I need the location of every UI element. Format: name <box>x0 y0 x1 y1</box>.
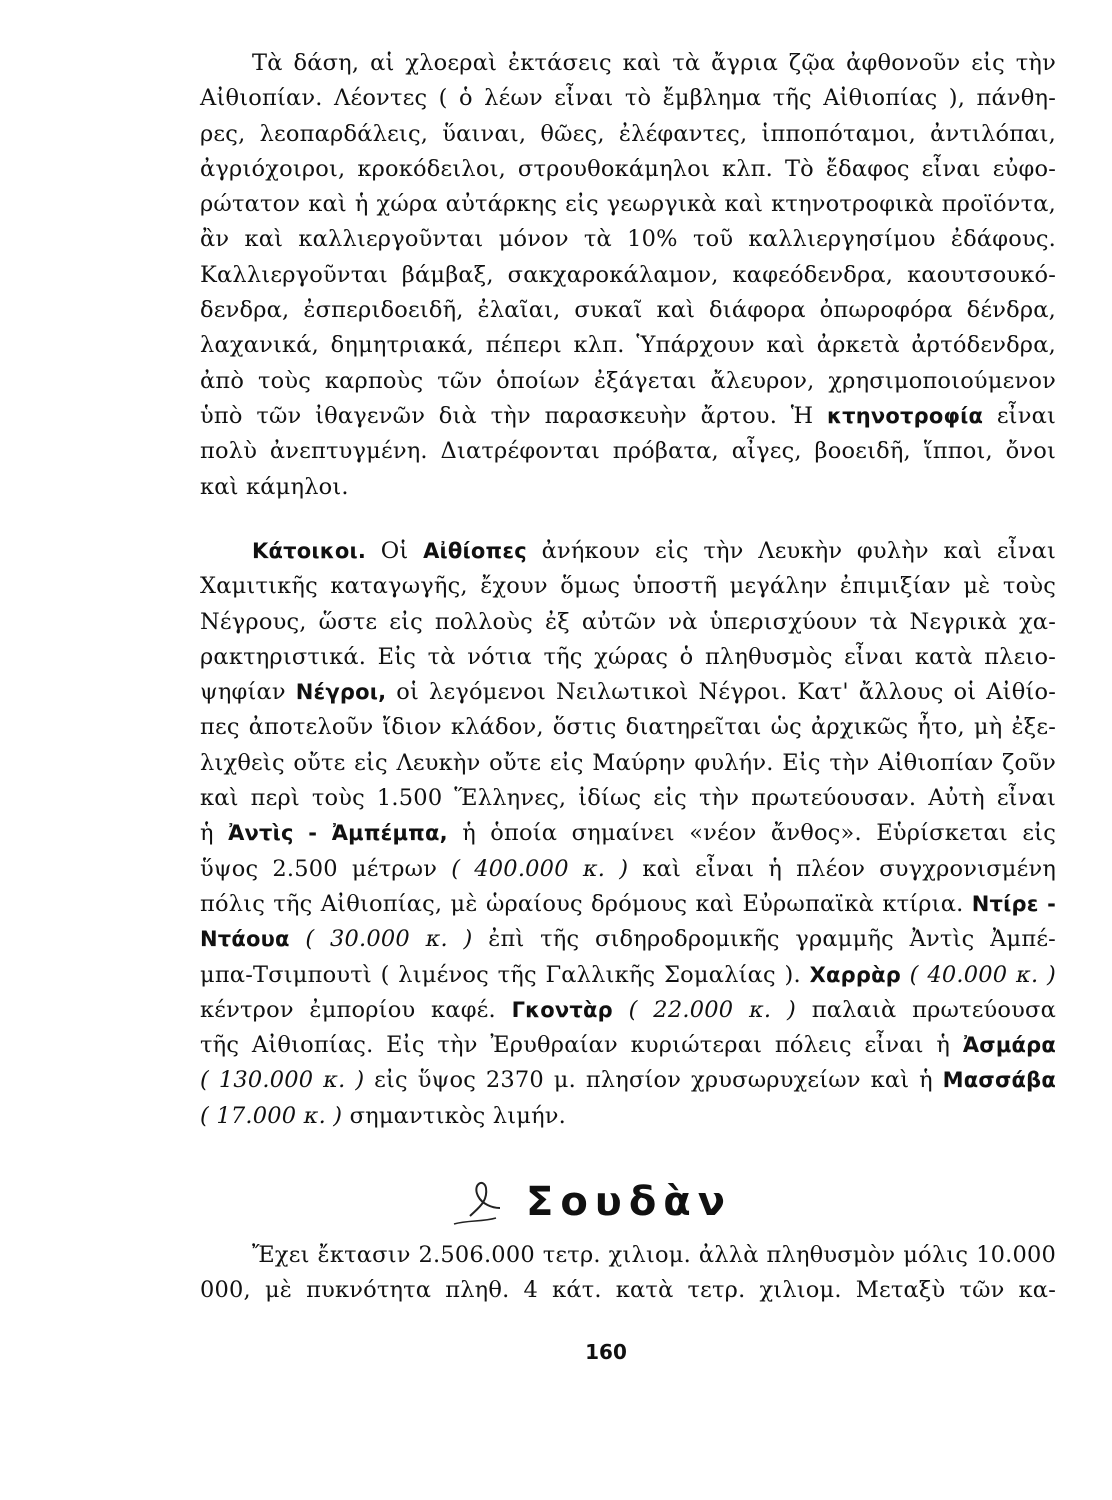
text-line <box>200 958 1056 993</box>
bold-term-livestock: κτηνοτροφία <box>827 403 984 428</box>
text-run: καὶ εἶναι ἡ πλέον συγχρονισμένη <box>628 855 1056 882</box>
handwritten-mark-icon <box>448 1172 508 1232</box>
bold-term-gondar: Γκοντὰρ <box>511 997 613 1022</box>
text-line <box>200 399 1056 434</box>
population-note: ( 400.000 κ. ) <box>451 855 629 882</box>
page-number: 160 <box>585 1340 627 1364</box>
text-run: εἶναι <box>983 402 1056 429</box>
text-run: οἱ λεγόμενοι Νειλωτικοὶ Νέγροι. Κατ' ἄλλους οἱ Αἰθίο- <box>386 679 1057 706</box>
population-note: ( 22.000 κ. ) <box>612 996 796 1023</box>
text-run: ἀνήκουν εἰς τὴν Λευκὴν φυλὴν καὶ εἶναι <box>526 538 1057 564</box>
text-run: τῆς Αἰθιοπίας. Εἰς τὴν Ἐρυθραίαν κυριώτεραι πόλεις εἶναι ἡ <box>200 1032 963 1059</box>
text-line: Χαμιτικῆς καταγωγῆς, ἔχουν ὅμως ὑποστῆ μεγάλην ἐπιμιξίαν μὲ τοὺς <box>200 573 1056 600</box>
text-run: ἡ <box>200 820 229 847</box>
bold-term-harar: Χαρρὰρ <box>809 962 901 987</box>
text-line: ἂν καὶ καλλιεργοῦνται μόνον τὰ 10% τοῦ καλλιεργησίμου ἐδάφους. <box>200 226 1056 253</box>
text-line: ρακτηριστικά. Εἰς τὰ νότια τῆς χώρας ὁ πληθυσμὸς εἶναι κατὰ πλειο- <box>200 643 1056 670</box>
text-run: ψηφίαν <box>200 679 296 706</box>
text-line: ρώτατον καὶ ἡ χώρα αὐτάρκης εἰς γεωργικὰ καὶ κτηνοτροφικὰ προϊόντα, <box>200 191 1056 218</box>
text-line: καὶ περὶ τοὺς 1.500 Ἕλληνες, ἰδίως εἰς τὴν πρωτεύουσαν. Αὐτὴ εἶναι <box>200 785 1056 812</box>
bold-term-ethiopians: Αἰθίοπες <box>423 539 527 563</box>
text-line: Νέγρους, ὥστε εἰς πολλοὺς ἐξ αὐτῶν νὰ ὑπερισχύουν τὰ Νεγρικὰ χα- <box>200 608 1056 635</box>
text-run: ὕψος 2.500 μέτρων <box>200 855 452 882</box>
text-line: δενδρα, ἐσπεριδοειδῆ, ἐλαῖαι, συκαῖ καὶ διάφορα ὀπωροφόρα δένδρα, <box>200 297 1056 324</box>
text-line: ἀγριόχοιροι, κροκόδειλοι, στρουθοκάμηλοι κλπ. Τὸ ἔδαφος εἶναι εὐφο- <box>200 155 1056 182</box>
text-line: λιχθεὶς οὔτε εἰς Λευκὴν οὔτε εἰς Μαύρην φυλήν. Εἰς τὴν Αἰθιοπίαν ζοῦν <box>200 749 1056 776</box>
paragraph-sudan-area <box>200 1238 1056 1309</box>
text-run: ἐπὶ τῆς σιδηροδρομικῆς γραμμῆς Ἀντὶς Ἀμπέ- <box>472 926 1056 953</box>
population-note: ( 40.000 κ. ) <box>900 961 1056 988</box>
text-run: παλαιὰ πρωτεύουσα <box>795 996 1057 1023</box>
text-line <box>200 675 1056 710</box>
text-line <box>200 816 1056 851</box>
text-line: Καλλιεργοῦνται βάμβαξ, σακχαροκάλαμον, καφεόδενδρα, καουτσουκό- <box>200 261 1056 288</box>
text-line: Αἰθιοπίαν. Λέοντες ( ὁ λέων εἶναι τὸ ἔμβλημα τῆς Αἰθιοπίας ), πάνθη- <box>200 85 1056 112</box>
bold-term-negroes: Νέγροι, <box>295 680 387 705</box>
text-run: πόλις τῆς Αἰθιοπίας, μὲ ὡραίους δρόμους καὶ Εὐρωπαϊκὰ κτίρια. <box>200 890 972 917</box>
bold-term-addis-ababa: Ἀντὶς - Ἀμπέμπα, <box>228 821 448 846</box>
text-line <box>200 887 1056 922</box>
text-line: πολὺ ἀνεπτυγμένη. Διατρέφονται πρόβατα, αἶγες, βοοειδῆ, ἵπποι, ὄνοι <box>200 438 1056 465</box>
text-line <box>200 534 1056 569</box>
section-title: Σουδὰν <box>526 1179 733 1225</box>
text-line <box>200 852 1056 887</box>
text-line <box>200 922 1056 957</box>
text-line: Ἔχει ἔκτασιν 2.506.000 τετρ. χιλιομ. ἀλλὰ πληθυσμὸν μόλις 10.000 <box>252 1242 1056 1268</box>
paragraph-inhabitants <box>200 534 1056 1134</box>
section-heading-sudan <box>448 1172 732 1232</box>
text-line: καὶ κάμηλοι. <box>200 473 349 500</box>
text-line: 000, μὲ πυκνότητα πληθ. 4 κάτ. κατὰ τετρ. χιλιομ. Μεταξὺ τῶν κα- <box>200 1277 1056 1304</box>
text-run: εἰς ὕψος 2370 μ. πλησίον χρυσωρυχείων καὶ ἡ <box>364 1067 943 1094</box>
text-run: κέντρον ἐμπορίου καφέ. <box>200 996 512 1023</box>
bold-term-asmara: Ἀσμάρα <box>962 1033 1056 1058</box>
paragraph-ethiopia-nature <box>200 46 1056 505</box>
bold-term-dire-dawa-cont: Ντάουα <box>200 927 290 952</box>
text-line: ρες, λεοπαρδάλεις, ὕαιναι, θῶες, ἐλέφαντες, ἱπποπόταμοι, ἀντιλόπαι, <box>200 120 1056 147</box>
text-run: μπα-Τσιμπουτὶ ( λιμένος τῆς Γαλλικῆς Σομαλίας ). <box>200 961 810 988</box>
bold-term-dire-dawa: Ντίρε - <box>971 891 1056 916</box>
text-line <box>200 1028 1056 1063</box>
text-run: ὑπὸ τῶν ἰθαγενῶν διὰ τὴν παρασκευὴν ἄρτου. Ἡ <box>200 402 827 429</box>
bold-term-massawa: Μασσάβα <box>942 1068 1056 1093</box>
text-line <box>200 1099 1056 1134</box>
population-note: ( 130.000 κ. ) <box>200 1067 365 1094</box>
text-line: ἀπὸ τοὺς καρποὺς τῶν ὁποίων ἐξάγεται ἄλευρον, χρησιμοποιούμενον <box>200 367 1056 394</box>
population-note: ( 30.000 κ. ) <box>289 926 473 953</box>
text-run: σημαντικὸς λιμήν. <box>342 1102 566 1129</box>
text-line <box>200 993 1056 1028</box>
text-line: λαχανικά, δημητριακά, πέπερι κλπ. Ὑπάρχουν καὶ ἀρκετὰ ἀρτόδενδρα, <box>200 332 1056 359</box>
text-run: Οἱ <box>366 538 424 564</box>
text-run: ἡ ὁποία σημαίνει «νέον ἄνθος». Εὑρίσκεται εἰς <box>447 820 1056 847</box>
text-line <box>200 1063 1056 1098</box>
bold-term-inhabitants: Κάτοικοι. <box>252 539 367 563</box>
text-line: Τὰ δάση, αἱ χλοεραὶ ἐκτάσεις καὶ τὰ ἄγρια ζῷα ἀφθονοῦν εἰς τὴν <box>252 50 1056 76</box>
population-note: ( 17.000 κ. ) <box>200 1102 343 1129</box>
text-line: πες ἀποτελοῦν ἴδιον κλάδον, ὅστις διατηρεῖται ὡς ἀρχικῶς ἦτο, μὴ ἐξε- <box>200 714 1056 741</box>
